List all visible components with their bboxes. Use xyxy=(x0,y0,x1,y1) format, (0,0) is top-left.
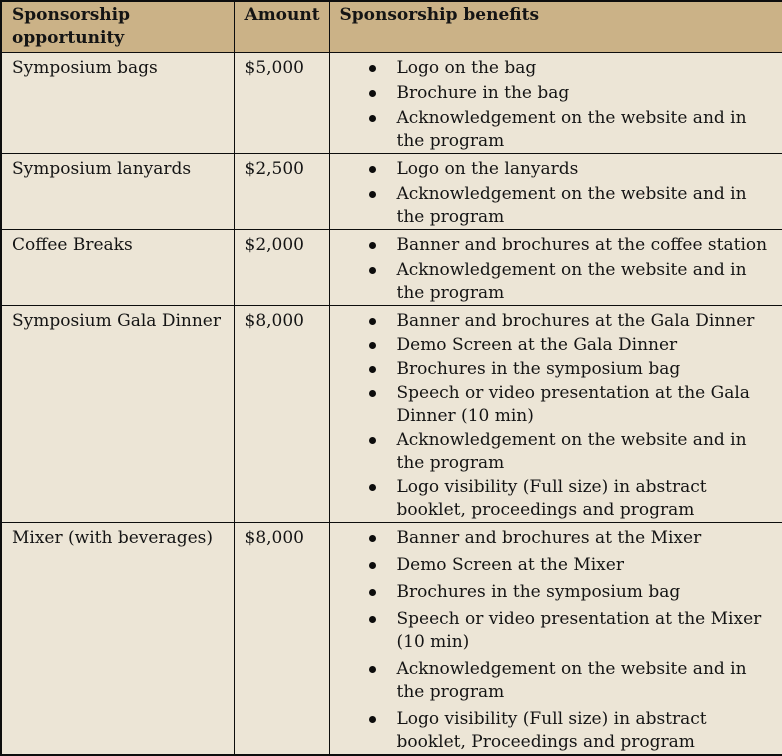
benefits-cell xyxy=(329,230,782,306)
table-row xyxy=(1,230,782,306)
benefit-item: Brochures in the symposium bag xyxy=(330,358,779,381)
benefit-item: Acknowledgement on the website and in the program xyxy=(330,259,779,305)
benefit-item: Logo on the bag xyxy=(330,57,779,80)
header-row xyxy=(1,1,782,53)
amount-cell: $8,000 xyxy=(234,523,329,756)
amount-cell: $5,000 xyxy=(234,53,329,154)
opportunity-cell: Symposium lanyards xyxy=(1,154,234,230)
benefits-list xyxy=(330,523,782,754)
benefit-item: Banner and brochures at the Gala Dinner xyxy=(330,310,779,333)
opportunity-cell: Symposium Gala Dinner xyxy=(1,306,234,523)
benefits-list xyxy=(330,154,782,229)
benefit-item: Acknowledgement on the website and in the program xyxy=(330,658,779,704)
amount-cell: $2,000 xyxy=(234,230,329,306)
table-body xyxy=(1,53,782,756)
amount-cell: $2,500 xyxy=(234,154,329,230)
benefit-item: Demo Screen at the Mixer xyxy=(330,554,779,577)
benefit-item: Acknowledgement on the website and in the program xyxy=(330,107,779,153)
table-row xyxy=(1,523,782,756)
benefit-item: Acknowledgement on the website and in the program xyxy=(330,183,779,229)
table-header xyxy=(1,1,782,53)
benefits-list xyxy=(330,230,782,305)
benefits-cell xyxy=(329,154,782,230)
table-row xyxy=(1,306,782,523)
benefit-item: Brochures in the symposium bag xyxy=(330,581,779,604)
col-header-benefits: Sponsorship benefits xyxy=(329,1,782,53)
benefit-item: Banner and brochures at the Mixer xyxy=(330,527,779,550)
table-row xyxy=(1,53,782,154)
benefit-item: Banner and brochures at the coffee station xyxy=(330,234,779,257)
col-header-amount: Amount xyxy=(234,1,329,53)
benefits-list xyxy=(330,306,782,522)
benefits-cell xyxy=(329,53,782,154)
amount-cell: $8,000 xyxy=(234,306,329,523)
benefits-cell xyxy=(329,306,782,523)
benefit-item: Logo on the lanyards xyxy=(330,158,779,181)
benefit-item: Logo visibility (Full size) in abstract booklet, proceedings and program xyxy=(330,476,779,522)
opportunity-cell: Coffee Breaks xyxy=(1,230,234,306)
benefit-item: Demo Screen at the Gala Dinner xyxy=(330,334,779,357)
benefits-list xyxy=(330,53,782,153)
benefit-item: Speech or video presentation at the Mixer (10 min) xyxy=(330,608,779,654)
opportunity-cell: Mixer (with beverages) xyxy=(1,523,234,756)
col-header-opportunity: Sponsorship opportunity xyxy=(1,1,234,53)
benefit-item: Brochure in the bag xyxy=(330,82,779,105)
opportunity-cell: Symposium bags xyxy=(1,53,234,154)
benefit-item: Acknowledgement on the website and in the program xyxy=(330,429,779,475)
benefit-item: Logo visibility (Full size) in abstract booklet, Proceedings and program xyxy=(330,708,779,754)
benefit-item: Speech or video presentation at the Gala Dinner (10 min) xyxy=(330,382,779,428)
table-row xyxy=(1,154,782,230)
benefits-cell xyxy=(329,523,782,756)
